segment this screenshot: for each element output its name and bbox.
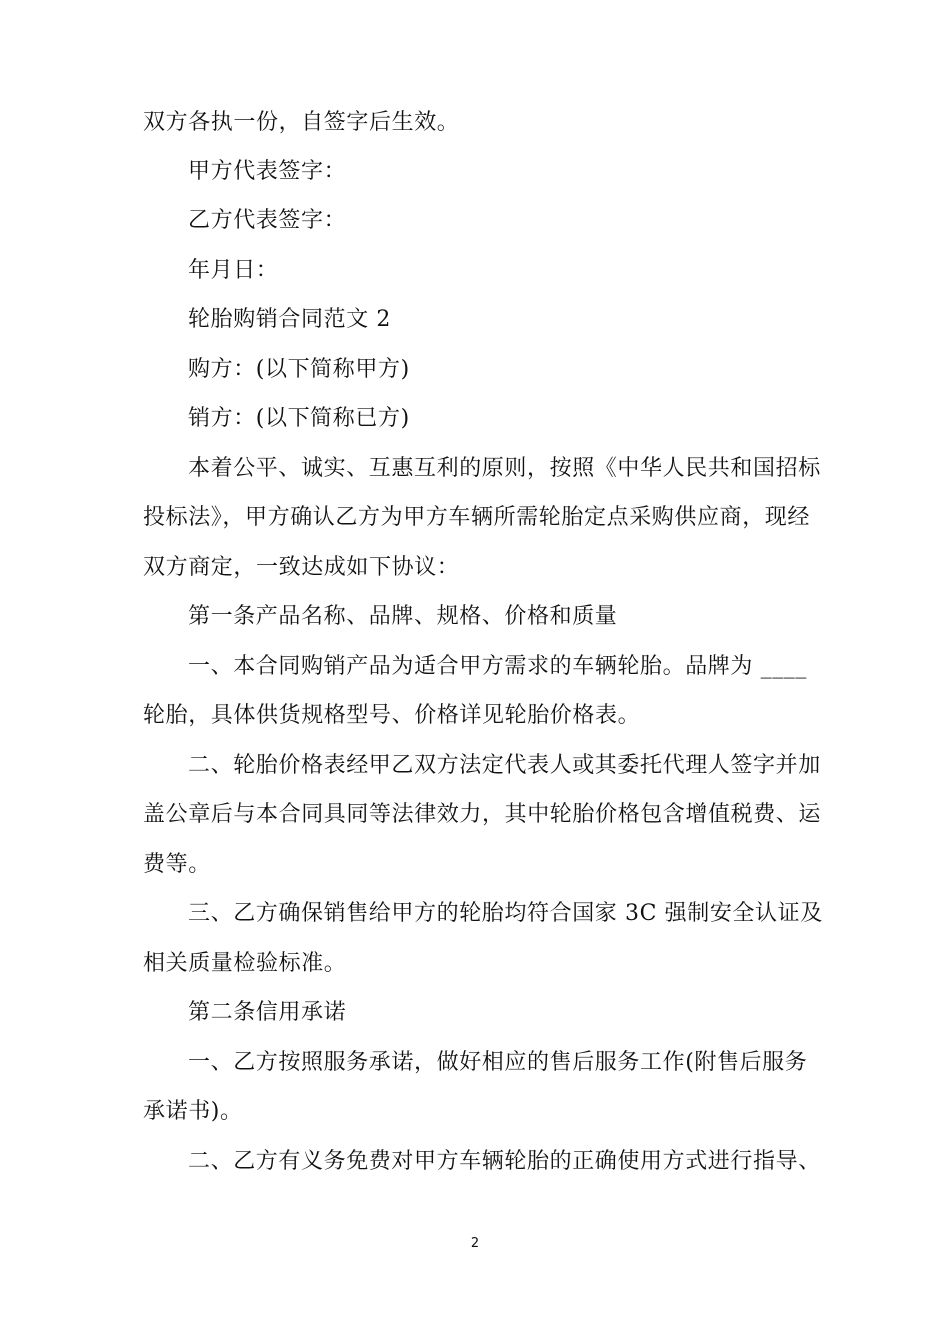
text-line: 一、本合同购销产品为适合甲方需求的车辆轮胎。品牌为 ____ — [188, 654, 807, 679]
text-line: 甲方代表签字： — [188, 159, 347, 184]
text-line: 二、乙方有义务免费对甲方车辆轮胎的正确使用方式进行指导、 — [188, 1149, 821, 1174]
text-line: 轮胎，具体供货规格型号、价格详见轮胎价格表。 — [143, 703, 641, 728]
text-line: 乙方代表签字： — [188, 208, 347, 233]
page-number: 2 — [470, 1236, 480, 1251]
text-line: 二、轮胎价格表经甲乙双方法定代表人或其委托代理人签字并加 — [188, 753, 821, 778]
text-line: 购方：(以下简称甲方) — [188, 357, 410, 382]
text-line: 三、乙方确保销售给甲方的轮胎均符合国家 3C 强制安全认证及 — [188, 901, 823, 926]
text-line: 投标法》，甲方确认乙方为甲方车辆所需轮胎定点采购供应商，现经 — [143, 505, 811, 530]
text-line: 本着公平、诚实、互惠互利的原则，按照《中华人民共和国招标 — [188, 456, 821, 481]
text-line: 费等。 — [143, 852, 211, 877]
text-line: 双方各执一份，自签字后生效。 — [143, 110, 460, 135]
article-heading: 第一条产品名称、品牌、规格、价格和质量 — [188, 604, 618, 629]
text-line: 盖公章后与本合同具同等法律效力，其中轮胎价格包含增值税费、运 — [143, 802, 822, 827]
text-line: 年月日： — [188, 258, 279, 283]
text-line: 相关质量检验标准。 — [143, 951, 347, 976]
text-line: 一、乙方按照服务承诺，做好相应的售后服务工作(附售后服务 — [188, 1050, 808, 1075]
article-heading: 第二条信用承诺 — [188, 1000, 347, 1025]
text-line: 承诺书)。 — [143, 1099, 243, 1124]
section-title: 轮胎购销合同范文 2 — [188, 307, 391, 332]
text-line: 双方商定，一致达成如下协议： — [143, 555, 460, 580]
text-line: 销方：(以下简称已方) — [188, 406, 410, 431]
